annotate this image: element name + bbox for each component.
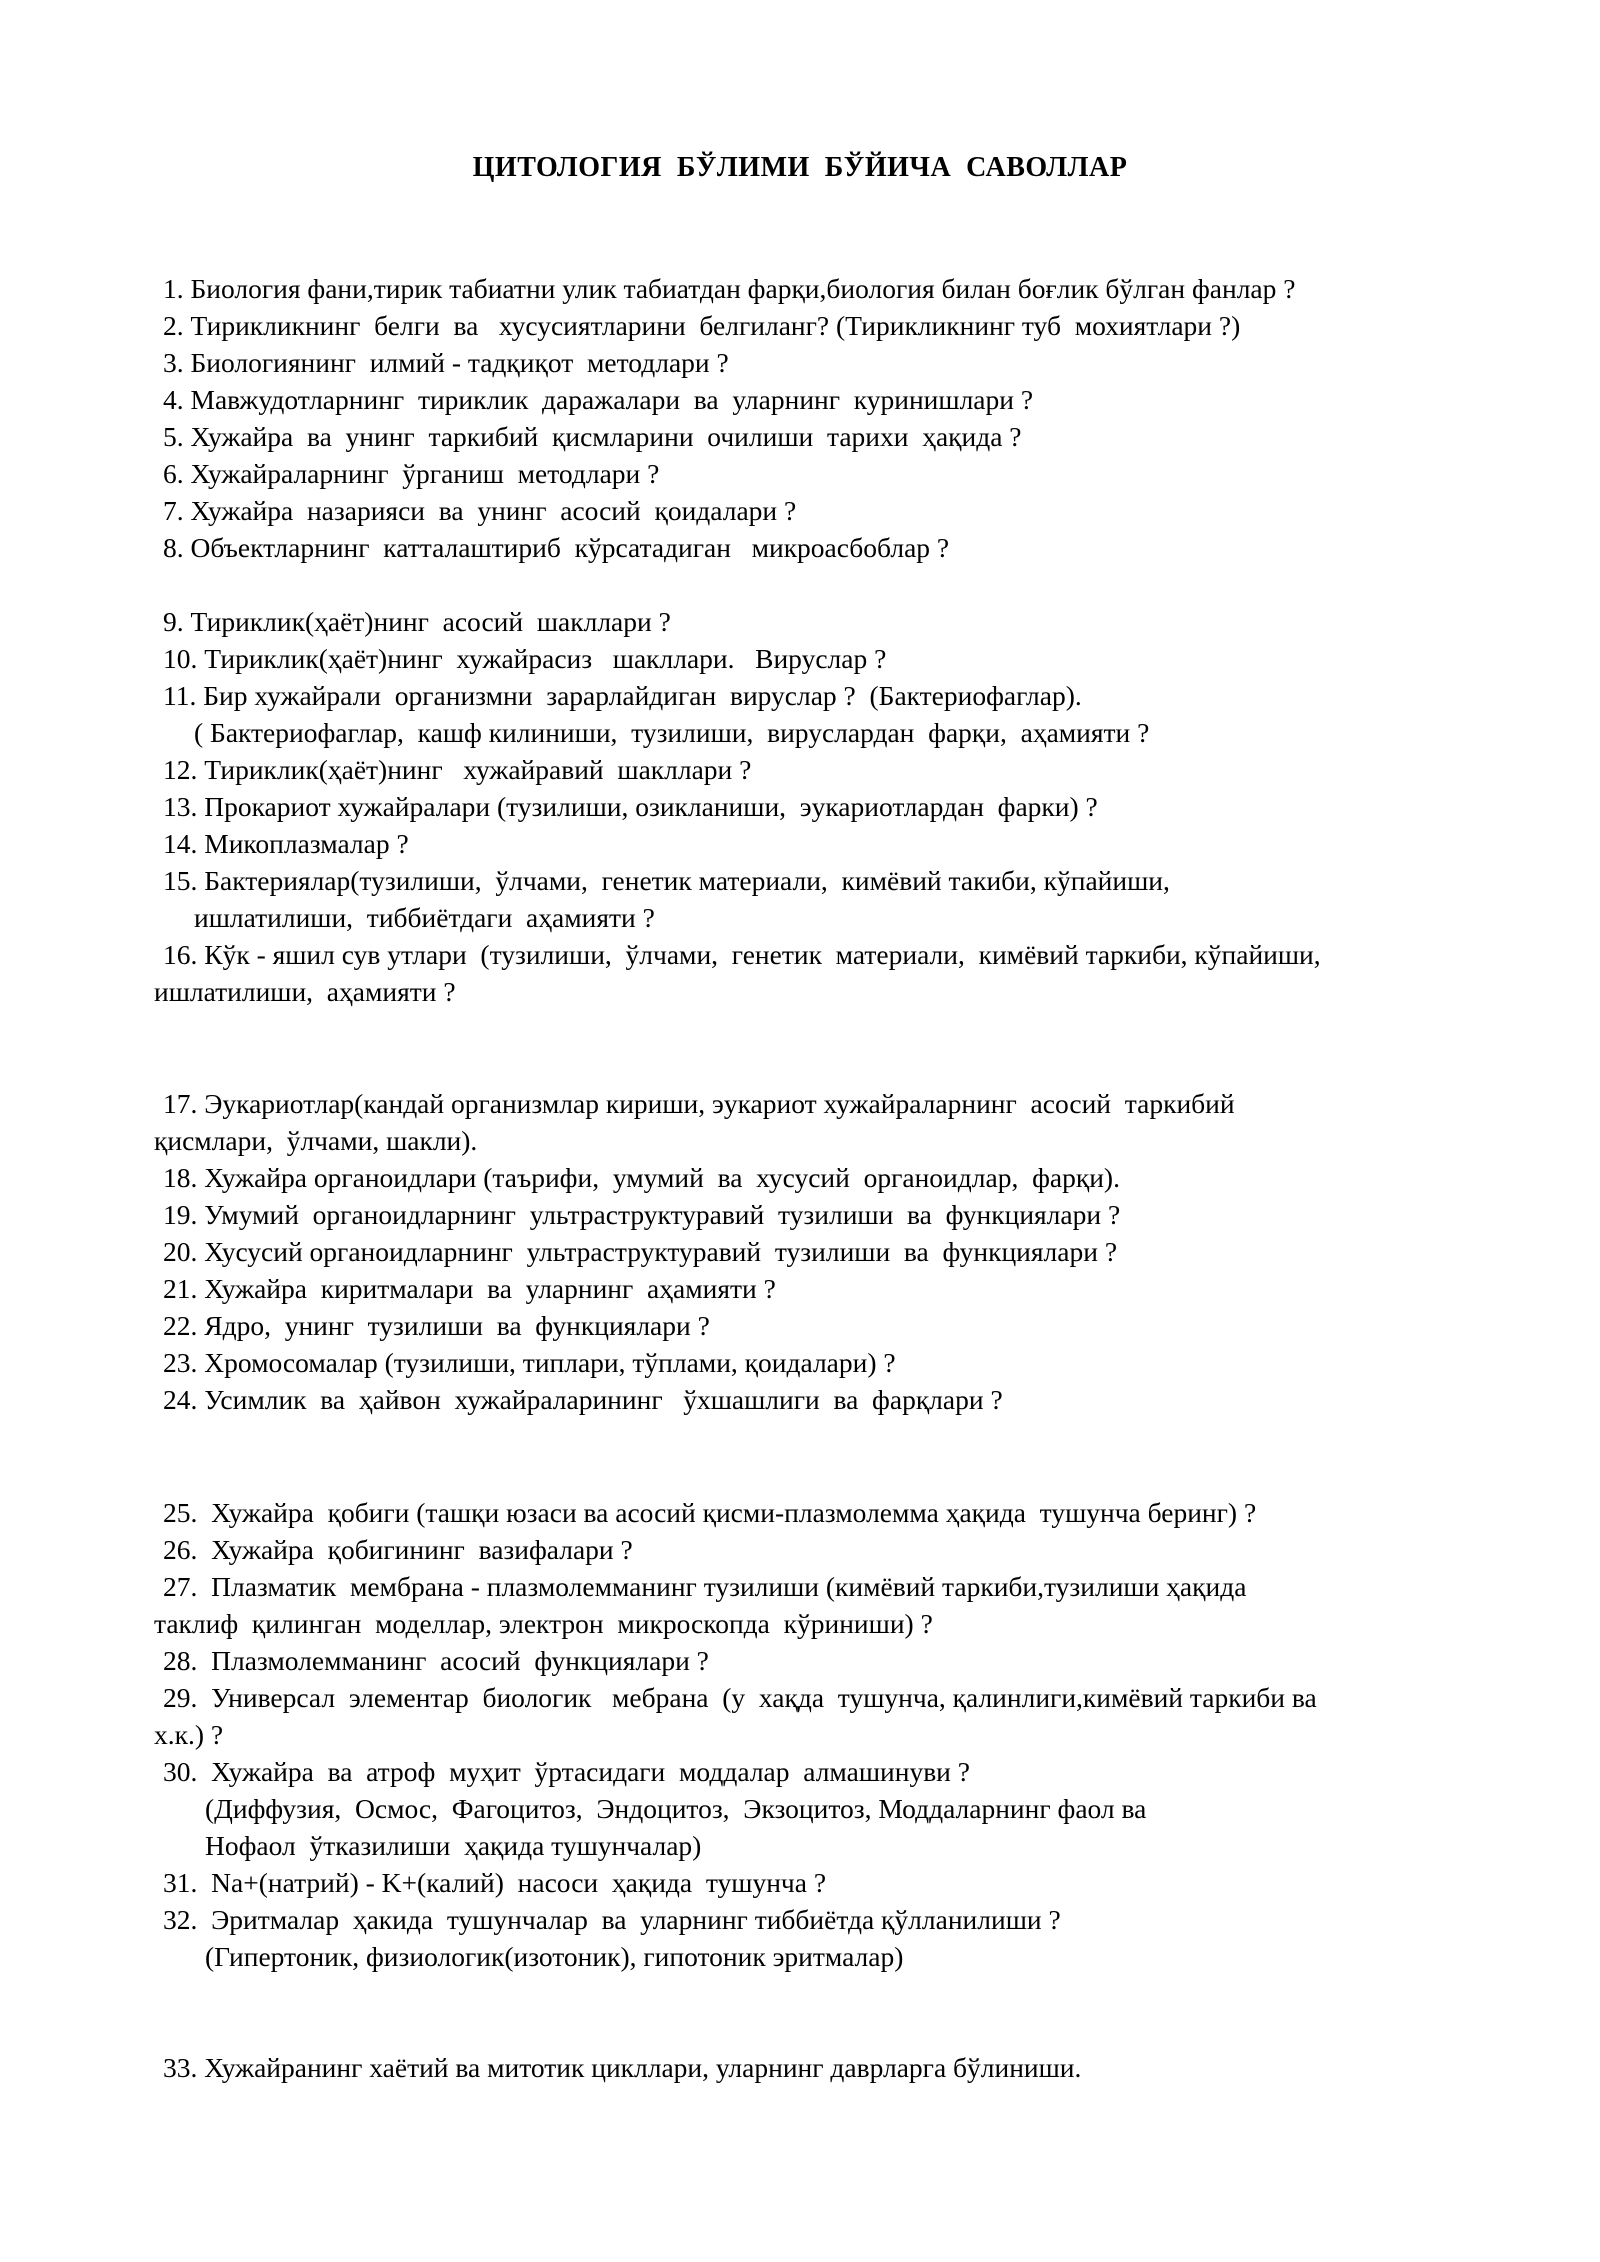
question-line: 19. Умумий органоидларнинг ультраструктуравий тузилиши ва функциялари ? (163, 1199, 1121, 1230)
question-line: 26. Хужайра қобигининг вазифалари ? (163, 1534, 633, 1565)
question-line: 31. Na+(натрий) - K+(калий) насоси ҳақида тушунча ? (163, 1867, 827, 1898)
question-line: 33. Хужайранинг хаётий ва митотик цикллари, уларнинг даврларга бўлиниши. (163, 2052, 1082, 2083)
question-line: (Гипертоник, физиологик(изотоник), гипотоник эритмалар) (205, 1941, 904, 1972)
question-line: 4. Мавжудотларнинг тириклик даражалари ва уларнинг куринишлари ? (163, 384, 1034, 415)
question-line: 25. Хужайра қобиги (ташқи юзаси ва асосий қисми-плазмолемма ҳақида тушунча беринг) ? (163, 1497, 1257, 1528)
question-line: 2. Тирикликнинг белги ва хусусиятларини белгиланг? (Тирикликнинг туб мохиятлари ?) (163, 310, 1241, 341)
question-line: (Диффузия, Осмос, Фагоцитоз, Эндоцитоз, Экзоцитоз, Моддаларнинг фаол ва (205, 1793, 1147, 1824)
question-line: 5. Хужайра ва унинг таркибий қисмларини очилиши тарихи ҳақида ? (163, 421, 1022, 452)
question-line: 8. Объектларнинг катталаштириб кўрсатадиган микроасбоблар ? (163, 532, 950, 563)
question-line: 29. Универсал элементар биологик мебрана (у хақда тушунча, қалинлиги,кимёвий таркиби ва (163, 1682, 1317, 1713)
question-line: х.к.) ? (154, 1719, 224, 1750)
question-line: ( Бактериофаглар, кашф килиниши, тузилиши, вируслардан фарқи, аҳамияти ? (194, 717, 1150, 748)
question-line: 30. Хужайра ва атроф муҳит ўртасидаги моддалар алмашинуви ? (163, 1756, 970, 1787)
question-line: 1. Биология фани,тирик табиатни улик табиатдан фарқи,биология билан боғлик бўлган фанлар ? (163, 273, 1296, 304)
question-line: ишлатилиши, тиббиётдаги аҳамияти ? (194, 902, 655, 933)
question-line: 7. Хужайра назарияси ва унинг асосий қоидалари ? (163, 495, 797, 526)
question-line: 12. Тириклик(ҳаёт)нинг хужайравий шакллари ? (163, 754, 752, 785)
question-line: 28. Плазмолемманинг асосий функциялари ? (163, 1645, 709, 1676)
question-line: 32. Эритмалар ҳакида тушунчалар ва уларнинг тиббиётда қўлланилиши ? (163, 1904, 1061, 1935)
question-line: 10. Тириклик(ҳаёт)нинг хужайрасиз шакллари. Вируслар ? (163, 643, 887, 674)
question-line: 23. Хромосомалар (тузилиши, типлари, тўплами, қоидалари) ? (163, 1347, 896, 1378)
question-line: 21. Хужайра киритмалари ва уларнинг аҳамияти ? (163, 1273, 776, 1304)
question-line: 22. Ядро, унинг тузилиши ва функциялари ? (163, 1310, 710, 1341)
question-line: 16. Кўк - яшил сув утлари (тузилиши, ўлчами, генетик материали, кимёвий таркиби, кўпайиши, (163, 939, 1321, 970)
question-line: 17. Эукариотлар(кандай организмлар кириши, эукариот хужайраларнинг асосий таркибий (163, 1088, 1235, 1119)
question-line: 14. Микоплазмалар ? (163, 828, 409, 859)
question-line: 11. Бир хужайрали организмни зарарлайдиган вируслар ? (Бактериофаглар). (163, 680, 1082, 711)
question-line: ишлатилиши, аҳамияти ? (154, 976, 456, 1007)
question-line: 6. Хужайраларнинг ўрганиш методлари ? (163, 458, 660, 489)
question-line: 15. Бактериялар(тузилиши, ўлчами, генетик материали, кимёвий такиби, кўпайиши, (163, 865, 1170, 896)
page-title: ЦИТОЛОГИЯ БЎЛИМИ БЎЙИЧА САВОЛЛАР (472, 152, 1128, 183)
question-line: 13. Прокариот хужайралари (тузилиши, озикланиши, эукариотлардан фарки) ? (163, 791, 1098, 822)
question-line: 9. Тириклик(ҳаёт)нинг асосий шакллари ? (163, 606, 671, 637)
question-line: Нофаол ўтказилиши ҳақида тушунчалар) (205, 1830, 702, 1861)
question-line: 3. Биологиянинг илмий - тадқиқот методлари ? (163, 347, 729, 378)
question-line: 24. Усимлик ва ҳайвон хужайраларининг ўхшашлиги ва фарқлари ? (163, 1384, 1003, 1415)
question-line: 20. Хусусий органоидларнинг ультраструктуравий тузилиши ва функциялари ? (163, 1236, 1118, 1267)
question-line: қисмлари, ўлчами, шакли). (154, 1125, 478, 1156)
question-line: 18. Хужайра органоидлари (таърифи, умумий ва хусусий органоидлар, фарқи). (163, 1162, 1120, 1193)
question-line: таклиф қилинган моделлар, электрон микроскопда кўриниши) ? (154, 1608, 933, 1639)
question-line: 27. Плазматик мембрана - плазмолемманинг тузилиши (кимёвий таркиби,тузилиши ҳақида (163, 1571, 1247, 1602)
